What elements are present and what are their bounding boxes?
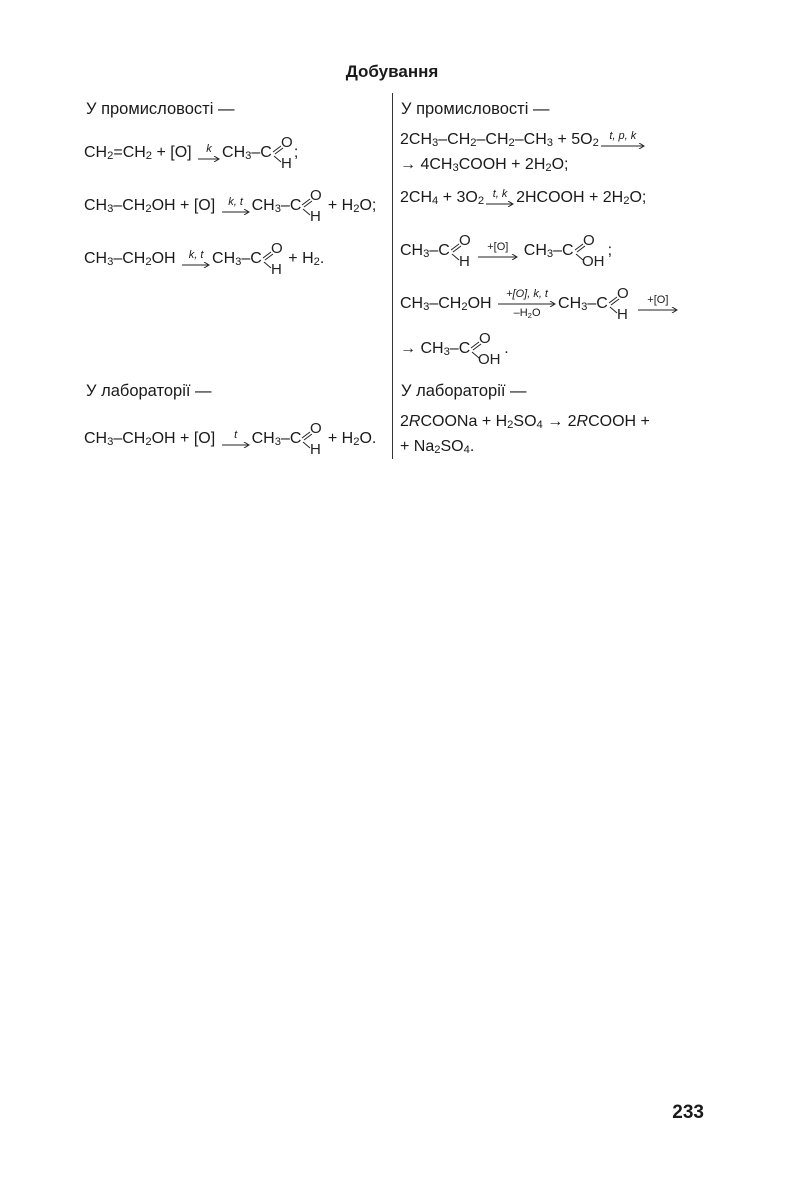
right-lab-label: У лабораторії — <box>401 382 527 400</box>
right-equation-4: CH 3 –CH 2 OH +[O], k, t $-H_2O$ CH 3 –C O H +[O] <box>400 287 680 321</box>
hydrogen-atom: H <box>310 208 322 223</box>
left-lab-label: У лабораторії — <box>86 382 212 400</box>
right-equation-6-line1: 2 R COONa + H 2 SO 4 → 2 R COOH + <box>400 413 650 431</box>
hydroxyl-group: OH <box>581 253 604 268</box>
aldehyde-group-icon <box>301 189 323 223</box>
oxygen-atom: O <box>479 332 491 347</box>
aldehyde-group-icon <box>301 422 323 456</box>
oxygen-atom: O <box>310 189 323 204</box>
aldehyde-group-icon <box>450 234 472 268</box>
aldehyde-group-icon <box>262 242 284 276</box>
reaction-arrow: t, p, k <box>601 131 645 149</box>
oxygen-atom: O <box>458 234 471 249</box>
hydrogen-atom: H <box>310 441 322 456</box>
reaction-arrow: +[O], k, t $-H_2O$ <box>498 289 556 319</box>
aldehyde-group-icon <box>272 136 294 170</box>
reaction-arrow: k <box>198 144 220 162</box>
reaction-arrow: k, t <box>182 250 210 268</box>
left-equation-3: CH 3 –CH 2 OH k, t CH 3 –C O H + H 2 . <box>84 242 325 276</box>
carboxyl-group-icon <box>470 332 500 366</box>
right-industry-label: У промисловості — <box>401 100 550 118</box>
column-divider <box>392 93 393 459</box>
page-number: 233 <box>672 1102 704 1123</box>
section-title: Добування <box>345 62 439 81</box>
hydrogen-atom: H <box>458 253 470 268</box>
right-equation-3: CH 3 –C O H +[O] CH 3 –C O OH ; <box>400 234 613 268</box>
right-equation-5: → CH 3 –C O OH . <box>400 332 509 366</box>
oxygen-atom: O <box>280 136 293 151</box>
right-equation-1-line2: → 4CH 3 COOH + 2H 2 O; <box>400 156 569 174</box>
reaction-arrow: +[O] <box>638 295 678 313</box>
aldehyde-group-icon <box>608 287 630 321</box>
left-equation-1: CH 2 =CH 2 + [O] k CH 3 –C O H ; <box>84 136 299 170</box>
left-industry-label: У промисловості — <box>86 100 235 118</box>
reaction-arrow: k, t <box>222 197 250 215</box>
carboxyl-group-icon <box>574 234 604 268</box>
right-equation-6-line2: + Na 2 SO 4 . <box>400 438 475 456</box>
left-equation-2: CH 3 –CH 2 OH + [O] k, t CH 3 –C O H + H 2 O; <box>84 189 377 223</box>
oxygen-atom: O <box>616 287 629 302</box>
right-equation-1-line1: 2CH 3 –CH 2 –CH 2 –CH 3 + 5O 2 t, p, k <box>400 131 647 149</box>
oxygen-atom: O <box>582 234 595 249</box>
hydrogen-atom: H <box>270 261 282 276</box>
reaction-arrow: t, k <box>486 189 514 207</box>
right-equation-2: 2CH 4 + 3O 2 t, k 2HCOOH + 2H 2 O; <box>400 188 647 207</box>
reaction-arrow: t <box>222 430 250 448</box>
reaction-arrow: +[O] <box>478 242 518 260</box>
hydrogen-atom: H <box>616 306 628 321</box>
oxygen-atom: O <box>270 242 283 257</box>
hydrogen-atom: H <box>280 155 292 170</box>
hydroxyl-group: OH <box>478 351 501 366</box>
oxygen-atom: O <box>310 422 323 437</box>
left-equation-4: CH 3 –CH 2 OH + [O] t CH 3 –C O H + H 2 O. <box>84 422 377 456</box>
